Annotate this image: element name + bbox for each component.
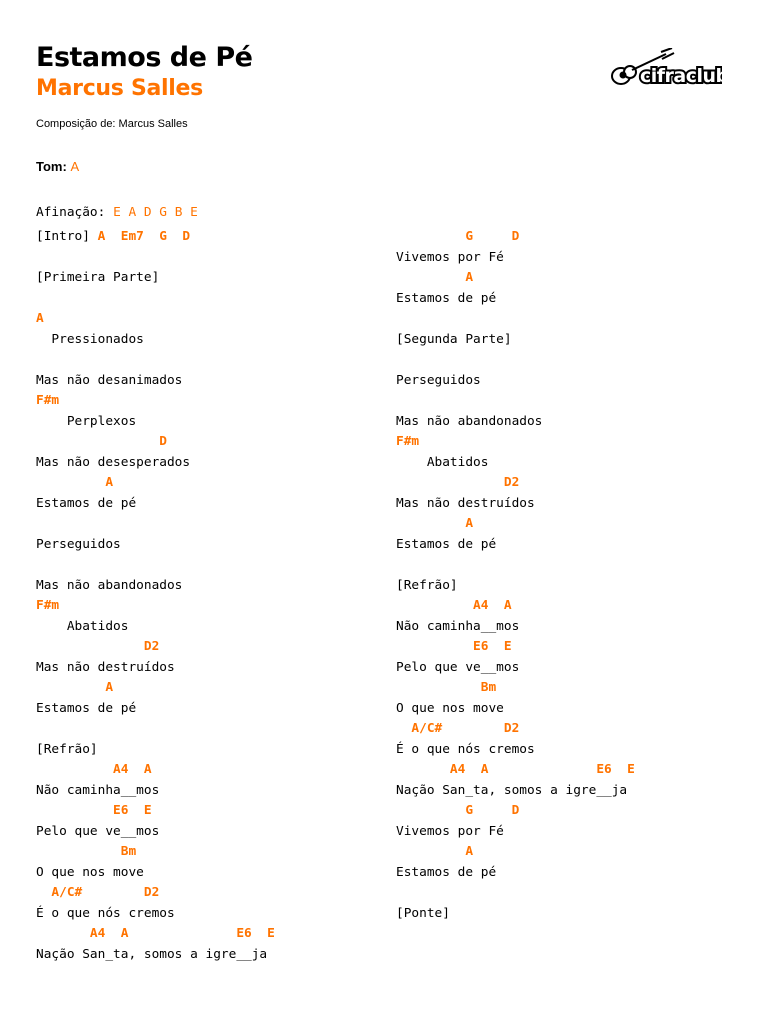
cifraclub-logo[interactable] [606, 48, 722, 92]
composition-credit: Composição de: Marcus Salles [36, 118, 188, 130]
chord-line[interactable]: Bm [396, 680, 497, 695]
chord-line[interactable]: A/C# D2 [396, 721, 520, 736]
lyric-line: Pelo que ve__mos [396, 659, 520, 675]
chord-line[interactable]: E6 E [36, 803, 152, 818]
chord-line[interactable]: D2 [36, 639, 160, 654]
tuning-info [36, 205, 198, 220]
logo-text: cifraclub [640, 65, 722, 87]
blank-line [36, 719, 275, 740]
tuning-notes[interactable]: E A D G B E [113, 205, 198, 220]
blank-line [396, 350, 635, 371]
lyric-line: Mas não abandonados [36, 577, 183, 593]
lyric-line: Vivemos por Fé [396, 249, 504, 265]
lyric-line: Abatidos [36, 618, 129, 634]
chord-line[interactable]: A4 A E6 E [36, 926, 275, 941]
chord-line[interactable]: A4 A [36, 762, 152, 777]
blank-line [36, 555, 275, 576]
chord-line[interactable]: E6 E [396, 639, 512, 654]
blank-line [36, 248, 275, 269]
blank-line [36, 350, 275, 371]
lyric-line: [Segunda Parte] [396, 331, 512, 347]
lyric-line: Estamos de pé [36, 700, 137, 716]
lyric-line: Abatidos [396, 454, 489, 470]
chord-line[interactable]: F#m [396, 434, 420, 449]
chord-line[interactable]: Bm [36, 844, 137, 859]
song-title: Estamos de Pé [36, 42, 253, 73]
lyric-line: O que nos move [396, 700, 504, 716]
lyric-line: Estamos de pé [36, 495, 137, 511]
chord-line[interactable]: A4 A E6 E [396, 762, 635, 777]
lyric-line: Não caminha__mos [36, 782, 160, 798]
blank-line [396, 883, 635, 904]
lyric-line: [Refrão] [396, 577, 458, 593]
lyric-line: Perplexos [36, 413, 137, 429]
chord-line[interactable]: D [36, 434, 167, 449]
section-label: [Intro] [36, 229, 98, 244]
key-label: Tom: [36, 159, 67, 174]
key-info [36, 159, 79, 174]
chord-line[interactable]: A/C# D2 [36, 885, 160, 900]
lyrics-column-left [36, 227, 275, 965]
chord-line[interactable]: G D [396, 229, 520, 244]
blank-line [396, 555, 635, 576]
lyrics-column-right [396, 227, 635, 924]
tuning-label: Afinação: [36, 205, 106, 220]
lyric-line: Não caminha__mos [396, 618, 520, 634]
artist-name[interactable]: Marcus Salles [36, 76, 203, 101]
lyric-line: Estamos de pé [396, 864, 497, 880]
blank-line [36, 514, 275, 535]
chord-sequence[interactable]: A Em7 G D [97, 229, 191, 244]
lyric-line: É o que nós cremos [396, 741, 535, 757]
chord-line[interactable]: D2 [396, 475, 520, 490]
lyric-line: Vivemos por Fé [396, 823, 504, 839]
lyric-line: Estamos de pé [396, 290, 497, 306]
lyric-line: Mas não abandonados [396, 413, 543, 429]
guitar-icon [606, 48, 722, 92]
lyric-line: Mas não destruídos [396, 495, 535, 511]
key-value[interactable]: A [70, 159, 80, 174]
section-line [36, 227, 275, 248]
lyric-line: [Refrão] [36, 741, 98, 757]
chord-line[interactable]: A [36, 680, 114, 695]
lyric-line: [Primeira Parte] [36, 270, 160, 285]
lyric-line: Nação San_ta, somos a igre__ja [396, 782, 628, 798]
lyric-line: Pressionados [36, 331, 144, 347]
lyric-line: Nação San_ta, somos a igre__ja [36, 946, 268, 962]
lyric-line: Mas não destruídos [36, 659, 175, 675]
chord-line[interactable]: G D [396, 803, 520, 818]
chord-line[interactable]: A [396, 516, 474, 531]
blank-line [396, 309, 635, 330]
lyric-line: Perseguidos [396, 372, 481, 388]
lyric-line: Mas não desesperados [36, 454, 191, 470]
lyric-line: Perseguidos [36, 536, 121, 552]
lyric-line: Estamos de pé [396, 536, 497, 552]
chord-line[interactable]: A4 A [396, 598, 512, 613]
lyric-line: Pelo que ve__mos [36, 823, 160, 839]
chord-line[interactable]: A [36, 311, 44, 326]
lyric-line: O que nos move [36, 864, 144, 880]
blank-line [36, 289, 275, 310]
chord-line[interactable]: A [36, 475, 114, 490]
lyric-line: Mas não desanimados [36, 372, 183, 388]
blank-line [396, 391, 635, 412]
chord-line[interactable]: A [396, 844, 474, 859]
lyric-line: É o que nós cremos [36, 905, 175, 921]
chord-line[interactable]: F#m [36, 393, 60, 408]
chord-line[interactable]: F#m [36, 598, 60, 613]
lyric-line: [Ponte] [396, 905, 450, 921]
chord-line[interactable]: A [396, 270, 474, 285]
